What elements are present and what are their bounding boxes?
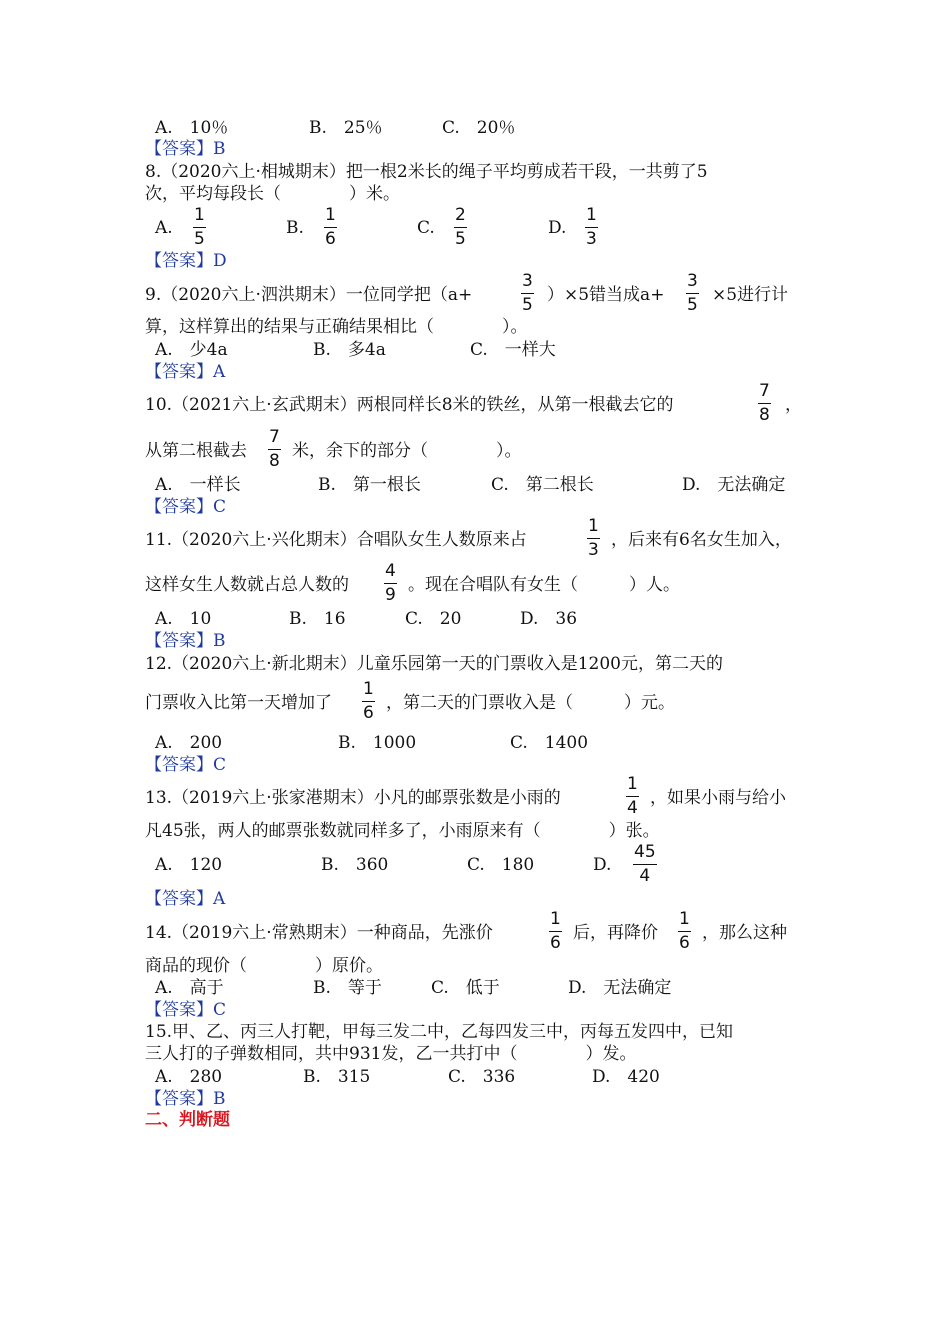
q13-option-a: A. 120 (155, 855, 223, 875)
q12-text-line1: 12.（2020六上·新北期末）儿童乐园第一天的门票收入是1200元，第二天的 (145, 654, 723, 674)
q12-option-c: C. 1400 (510, 733, 589, 753)
q15-option-c: C. 336 (448, 1067, 516, 1087)
q13-text-line1a: 13.（2019六上·张家港期末）小凡的邮票张数是小雨的 (145, 788, 561, 808)
q15-option-d: D. 420 (592, 1067, 660, 1087)
q14-text-line1c: ，那么这种 (702, 923, 787, 943)
q14-option-b: B. 等于 (313, 978, 382, 998)
q7-answer: 【答案】B (145, 139, 226, 159)
q10-fraction-2: 7 8 (269, 427, 280, 471)
q11-text-line2a: 这样女生人数就占总人数的 (145, 575, 349, 595)
q9-option-a: A. 少4a (155, 340, 228, 360)
q14-option-d: D. 无法确定 (568, 978, 672, 998)
q8-answer: 【答案】D (145, 251, 227, 271)
q15-option-a: A. 280 (155, 1067, 223, 1087)
q8-option-b-label: B. (286, 218, 304, 238)
q10-text-line2b: 米，余下的部分（ ）。 (292, 441, 522, 461)
q8-option-c-fraction: 2 5 (455, 205, 466, 249)
q9-text-line2: 算，这样算出的结果与正确结果相比（ ）。 (145, 317, 528, 337)
q7-option-b: B. 25％ (309, 118, 383, 138)
q11-option-b: B. 16 (289, 609, 346, 629)
q10-text-line1b: ， (785, 395, 802, 415)
q9-answer: 【答案】A (145, 362, 226, 382)
q14-fraction-2: 1 6 (679, 909, 690, 953)
q10-answer: 【答案】C (145, 497, 227, 517)
q11-option-a: A. 10 (155, 609, 212, 629)
q14-answer: 【答案】C (145, 1000, 227, 1020)
q13-answer: 【答案】A (145, 889, 226, 909)
q8-option-b-fraction: 1 6 (325, 205, 336, 249)
q10-text-line2a: 从第二根截去 (145, 441, 247, 461)
q9-text-line1b: ）×5错当成a+ (547, 285, 665, 305)
q14-option-c: C. 低于 (431, 978, 500, 998)
q11-text-line1b: ，后来有6名女生加入， (611, 530, 792, 550)
q8-text-line2: 次，平均每段长（ ）米。 (145, 184, 400, 204)
q9-fraction-1: 3 5 (522, 271, 533, 315)
q9-fraction-2: 3 5 (687, 271, 698, 315)
q12-option-a: A. 200 (155, 733, 223, 753)
q15-text-line2: 三人打的子弹数相同，共中931发，乙一共打中（ ）发。 (145, 1044, 637, 1064)
q11-text-line1a: 11.（2020六上·兴化期末）合唱队女生人数原来占 (145, 530, 527, 550)
q11-text-line2b: 。现在合唱队有女生（ ）人。 (408, 575, 680, 595)
q13-option-d-fraction: 45 4 (634, 842, 656, 886)
q7-option-c: C. 20％ (442, 118, 516, 138)
q15-answer: 【答案】B (145, 1089, 226, 1109)
q10-fraction-1: 7 8 (759, 381, 770, 425)
q13-option-b: B. 360 (321, 855, 389, 875)
q13-text-line1b: ，如果小雨与给小 (650, 788, 786, 808)
q12-text-line2a: 门票收入比第一天增加了 (145, 693, 332, 713)
q8-option-a-label: A. (155, 218, 173, 238)
q8-text-line1: 8.（2020六上·相城期末）把一根2米长的绳子平均剪成若干段，一共剪了5 (145, 162, 708, 182)
q10-option-a: A. 一样长 (155, 475, 241, 495)
q8-option-d-label: D. (548, 218, 567, 238)
section-heading: 二、判断题 (145, 1110, 230, 1130)
q7-option-a: A. 10％ (155, 118, 229, 138)
q8-option-a-fraction: 1 5 (194, 205, 205, 249)
q11-answer: 【答案】B (145, 631, 226, 651)
q14-fraction-1: 1 6 (550, 909, 561, 953)
q13-text-line2: 凡45张，两人的邮票张数就同样多了，小雨原来有（ ）张。 (145, 821, 660, 841)
q13-option-d-label: D. (593, 855, 612, 875)
q9-option-b: B. 多4a (313, 340, 386, 360)
q12-fraction-1: 1 6 (363, 679, 374, 723)
q14-text-line2: 商品的现价（ ）原价。 (145, 956, 383, 976)
q9-option-c: C. 一样大 (470, 340, 556, 360)
q9-text-line1c: ×5进行计 (712, 285, 789, 305)
q10-option-c: C. 第二根长 (491, 475, 594, 495)
q14-option-a: A. 高于 (155, 978, 224, 998)
q12-answer: 【答案】C (145, 755, 227, 775)
q14-text-line1b: 后，再降价 (573, 923, 658, 943)
q12-option-b: B. 1000 (338, 733, 417, 753)
q10-text-line1a: 10.（2021六上·玄武期末）两根同样长8米的铁丝，从第一根截去它的 (145, 395, 674, 415)
q11-option-d: D. 36 (520, 609, 578, 629)
q8-option-d-fraction: 1 3 (586, 205, 597, 249)
q8-option-c-label: C. (417, 218, 435, 238)
q14-text-line1a: 14.（2019六上·常熟期末）一种商品，先涨价 (145, 923, 493, 943)
q13-fraction-1: 1 4 (627, 774, 638, 818)
q9-text-line1a: 9.（2020六上·泗洪期末）一位同学把（a+ (145, 285, 473, 305)
q10-option-b: B. 第一根长 (318, 475, 421, 495)
q11-option-c: C. 20 (405, 609, 462, 629)
q15-text-line1: 15.甲、乙、丙三人打靶，甲每三发二中，乙每四发三中，丙每五发四中，已知 (145, 1022, 734, 1042)
q15-option-b: B. 315 (303, 1067, 371, 1087)
q12-text-line2b: ，第二天的门票收入是（ ）元。 (386, 693, 675, 713)
q11-fraction-2: 4 9 (385, 561, 396, 605)
q11-fraction-1: 1 3 (588, 516, 599, 560)
q13-option-c: C. 180 (467, 855, 535, 875)
q10-option-d: D. 无法确定 (682, 475, 786, 495)
